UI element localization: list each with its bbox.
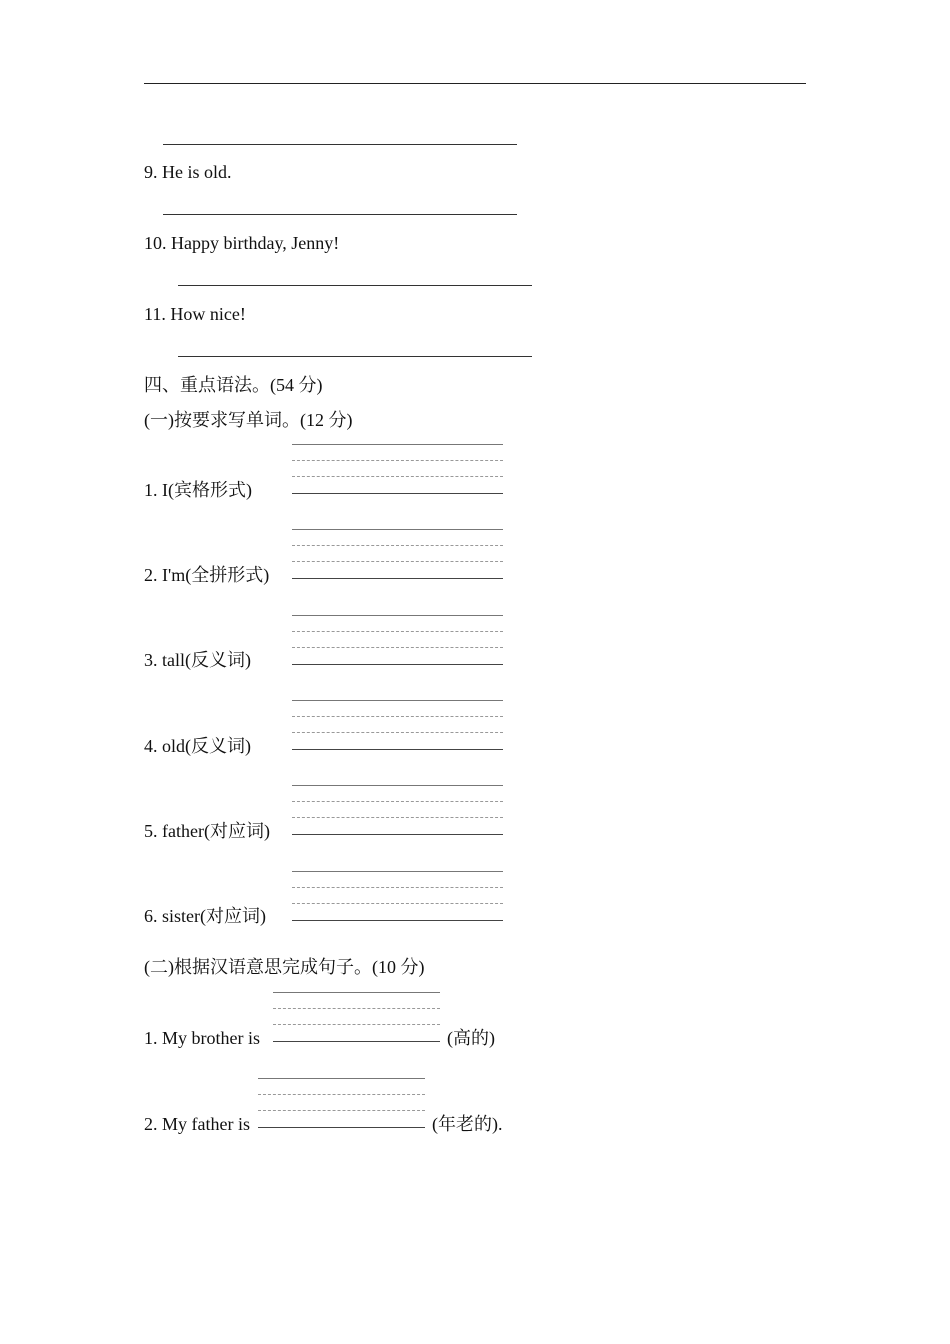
- part-title: (二)根据汉语意思完成句子。(10 分): [144, 957, 425, 977]
- answer-line-9[interactable]: [163, 214, 517, 215]
- sentence-item-1-start: 1. My brother is: [144, 1028, 260, 1048]
- item-10: [144, 232, 339, 254]
- sentence-item-2-start: 2. My father is: [144, 1114, 250, 1134]
- writing-box-6[interactable]: [292, 871, 503, 921]
- word-item-4: 4. old(反义词): [144, 736, 251, 756]
- writing-box-3[interactable]: [292, 615, 503, 665]
- writing-box-2[interactable]: [292, 529, 503, 579]
- item-number: 11.: [144, 304, 166, 324]
- item-11: [144, 303, 246, 325]
- writing-box-5[interactable]: [292, 785, 503, 835]
- item-number: 9.: [144, 162, 158, 182]
- item-9: [144, 161, 232, 183]
- writing-box-4[interactable]: [292, 700, 503, 750]
- item-text: He is old.: [162, 162, 232, 182]
- header-rule: [144, 83, 806, 84]
- answer-line-11[interactable]: [178, 356, 532, 357]
- part-title: (一)按要求写单词。(12 分): [144, 410, 353, 430]
- word-item-3: 3. tall(反义词): [144, 650, 251, 670]
- writing-box-1[interactable]: [292, 444, 503, 494]
- item-number: 10.: [144, 233, 167, 253]
- item-text: Happy birthday, Jenny!: [171, 233, 340, 253]
- answer-line-10[interactable]: [178, 285, 532, 286]
- section-title: 四、重点语法。(54 分): [144, 375, 323, 395]
- word-item-2: 2. I'm(全拼形式): [144, 565, 270, 585]
- word-item-5: 5. father(对应词): [144, 821, 270, 841]
- sentence-item-1-hint: (高的): [447, 1028, 495, 1048]
- writing-box-sentence-2[interactable]: [258, 1078, 425, 1128]
- word-item-1: 1. I(宾格形式): [144, 480, 252, 500]
- sentence-item-2-hint: (年老的).: [432, 1114, 503, 1134]
- writing-box-sentence-1[interactable]: [273, 992, 440, 1042]
- answer-line-8[interactable]: [163, 144, 517, 145]
- word-item-6: 6. sister(对应词): [144, 906, 266, 926]
- item-text: How nice!: [170, 304, 246, 324]
